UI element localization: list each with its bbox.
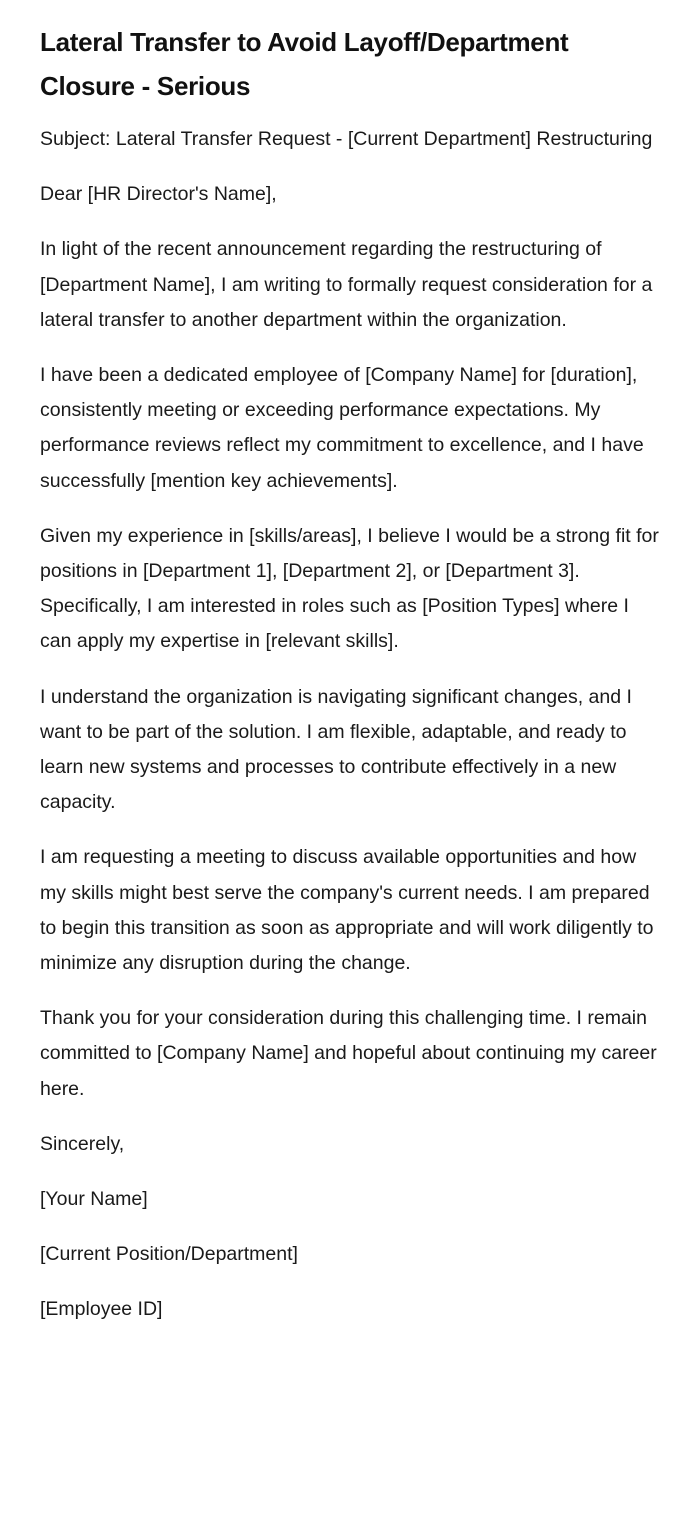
document-title: Lateral Transfer to Avoid Layoff/Department Closure - Serious	[40, 27, 569, 101]
signature-name: [Your Name]	[40, 1188, 148, 1211]
signature-position: [Current Position/Department]	[40, 1243, 298, 1266]
body-paragraph-3: Given my experience in [skills/areas], I believe I would be a strong fit for positions in [Department 1], [Department 2], or [Department 3]. Specifically, I am interested in roles such as [Position Types] where I can apply my expertise in [relevant skills].	[40, 524, 659, 653]
closing: Sincerely,	[40, 1132, 125, 1155]
signature-employee-id: [Employee ID]	[40, 1298, 163, 1321]
body-paragraph-4: I understand the organization is navigating significant changes, and I want to be part of the solution. I am flexible, adaptable, and ready to learn new systems and processes to contribute effectively in a new capacity.	[40, 685, 632, 814]
body-paragraph-1: In light of the recent announcement regarding the restructuring of [Department Name], I am writing to formally request consideration for a lateral transfer to another department within the organization.	[40, 238, 653, 331]
body-paragraph-2: I have been a dedicated employee of [Company Name] for [duration], consistently meeting or exceeding performance expectations. My performance reviews reflect my commitment to excellence, and I have successfully [mention key achievements].	[40, 364, 644, 492]
subject-line: Subject: Lateral Transfer Request - [Current Department] Restructuring	[40, 128, 653, 150]
salutation: Dear [HR Director's Name],	[40, 183, 277, 206]
body-paragraph-5: I am requesting a meeting to discuss available opportunities and how my skills might best serve the company's current needs. I am prepared to begin this transition as soon as appropriate and will work diligently to minimize any disruption during the change.	[40, 846, 654, 975]
body-paragraph-6: Thank you for your consideration during this challenging time. I remain committed to [Company Name] and hopeful about continuing my career here.	[40, 1007, 657, 1100]
